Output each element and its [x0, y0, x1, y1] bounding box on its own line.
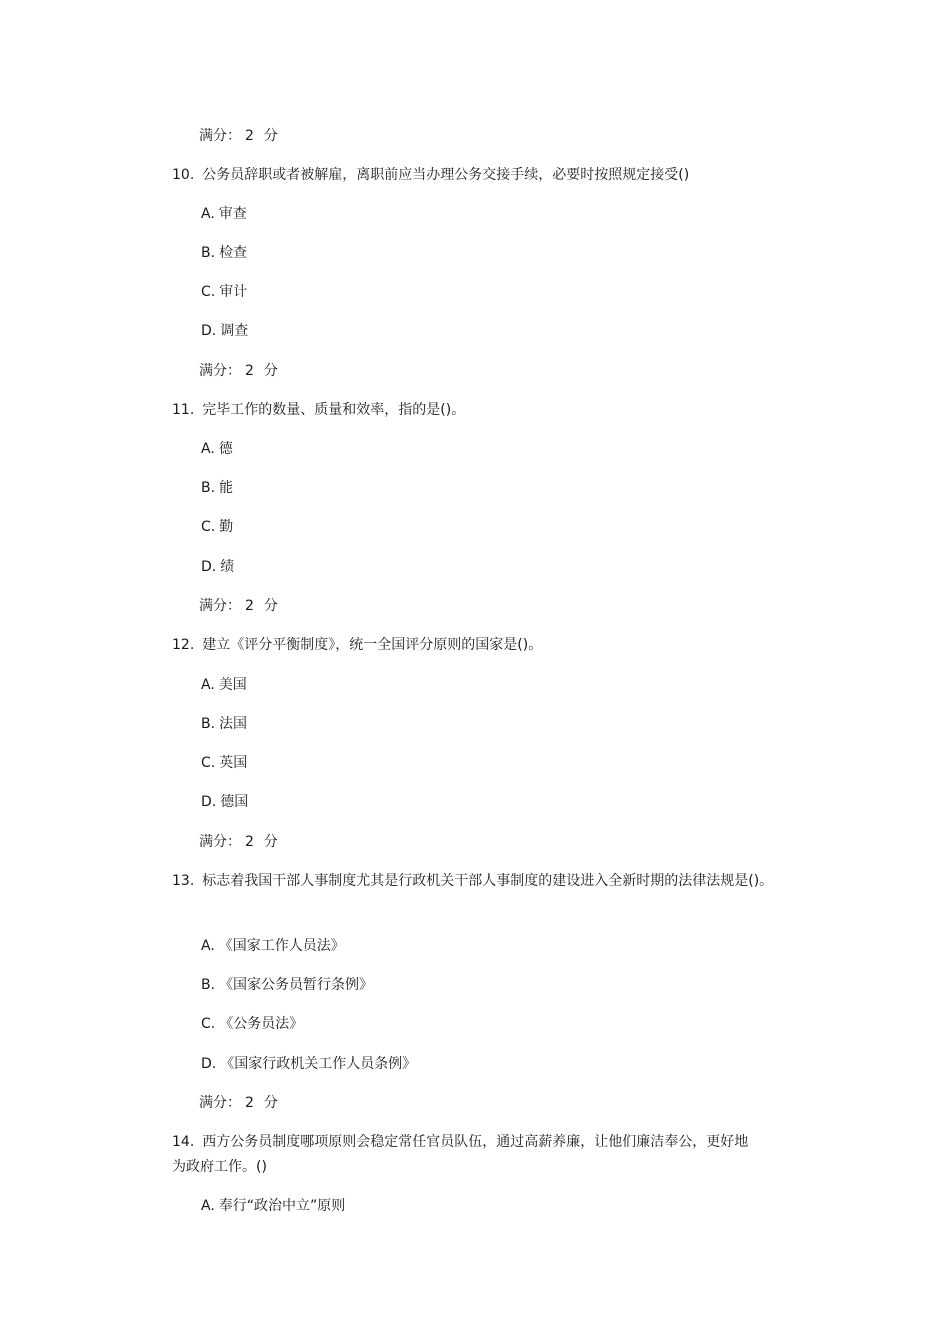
option-letter: A. — [201, 206, 215, 222]
option-letter: B. — [201, 480, 216, 496]
option-13-a — [201, 937, 345, 955]
option-text: 《公务员法》 — [219, 1016, 304, 1032]
option-14-a — [201, 1197, 345, 1215]
score-line — [199, 1094, 278, 1112]
option-letter: D. — [201, 559, 217, 575]
option-11-c — [201, 518, 233, 536]
score-label: 满分： — [199, 363, 241, 379]
question-number: 13. — [172, 873, 195, 889]
option-letter: D. — [201, 323, 217, 339]
score-label: 满分： — [199, 598, 241, 614]
score-line — [199, 833, 278, 851]
option-letter: A. — [201, 677, 215, 693]
option-text: 德国 — [220, 794, 249, 810]
option-text: 调查 — [220, 323, 249, 339]
option-letter: C. — [201, 1016, 216, 1032]
question-12 — [172, 636, 542, 654]
option-text: 《国家行政机关工作人员条例》 — [220, 1056, 417, 1072]
question-number: 14. — [172, 1134, 195, 1150]
option-letter: B. — [201, 977, 216, 993]
score-value: 2 — [245, 1095, 254, 1111]
option-letter: C. — [201, 519, 216, 535]
option-10-b — [201, 244, 247, 262]
option-letter: A. — [201, 1198, 215, 1214]
option-letter: B. — [201, 245, 216, 261]
question-text: 公务员辞职或者被解雇，离职前应当办理公务交接手续，必要时按照规定接受() — [202, 167, 690, 183]
option-12-d — [201, 793, 248, 811]
score-value: 2 — [245, 363, 254, 379]
score-unit: 分 — [263, 834, 278, 850]
score-line — [199, 362, 278, 380]
question-14 — [172, 1133, 748, 1151]
option-text: 法国 — [219, 716, 248, 732]
question-10 — [172, 166, 689, 184]
option-letter: A. — [201, 441, 215, 457]
question-text: 西方公务员制度哪项原则会稳定常任官员队伍，通过高薪养廉，让他们廉洁奉公，更好地 — [202, 1134, 749, 1150]
option-letter: D. — [201, 794, 217, 810]
score-unit: 分 — [263, 128, 278, 144]
option-text: 审计 — [219, 284, 248, 300]
question-text: 建立《评分平衡制度》，统一全国评分原则的国家是()。 — [202, 637, 543, 653]
score-line — [199, 127, 278, 145]
option-text: 勤 — [219, 519, 234, 535]
option-text: 德 — [218, 441, 233, 457]
option-letter: A. — [201, 938, 215, 954]
option-text: 《国家工作人员法》 — [218, 938, 345, 954]
score-value: 2 — [245, 598, 254, 614]
option-10-c — [201, 283, 247, 301]
question-14-continuation — [172, 1158, 267, 1176]
option-13-d — [201, 1055, 416, 1073]
score-unit: 分 — [263, 1095, 278, 1111]
score-label: 满分： — [199, 834, 241, 850]
option-text: 《国家公务员暂行条例》 — [219, 977, 374, 993]
option-10-a — [201, 205, 247, 223]
question-number: 12. — [172, 637, 195, 653]
score-value: 2 — [245, 128, 254, 144]
option-13-c — [201, 1015, 303, 1033]
score-value: 2 — [245, 834, 254, 850]
option-letter: C. — [201, 755, 216, 771]
option-text: 绩 — [220, 559, 235, 575]
option-13-b — [201, 976, 373, 994]
question-number: 10. — [172, 167, 195, 183]
option-11-a — [201, 440, 233, 458]
score-label: 满分： — [199, 128, 241, 144]
question-11 — [172, 401, 465, 419]
option-text: 能 — [219, 480, 234, 496]
option-12-a — [201, 676, 247, 694]
option-11-b — [201, 479, 233, 497]
option-text: 美国 — [218, 677, 247, 693]
option-text: 英国 — [219, 755, 248, 771]
option-letter: C. — [201, 284, 216, 300]
question-number: 11. — [172, 402, 195, 418]
option-12-b — [201, 715, 247, 733]
option-letter: B. — [201, 716, 216, 732]
option-10-d — [201, 322, 248, 340]
option-12-c — [201, 754, 247, 772]
option-text: 奉行“政治中立”原则 — [218, 1198, 346, 1214]
option-11-d — [201, 558, 234, 576]
score-label: 满分： — [199, 1095, 241, 1111]
score-line — [199, 597, 278, 615]
question-13 — [172, 872, 773, 890]
question-text: 标志着我国干部人事制度尤其是行政机关干部人事制度的建设进入全新时期的法律法规是()。 — [202, 873, 774, 889]
score-unit: 分 — [263, 363, 278, 379]
score-unit: 分 — [263, 598, 278, 614]
option-text: 检查 — [219, 245, 248, 261]
option-text: 审查 — [218, 206, 247, 222]
question-text: 完毕工作的数量、质量和效率，指的是()。 — [202, 402, 466, 418]
option-letter: D. — [201, 1056, 217, 1072]
question-text-line2: 为政府工作。() — [172, 1159, 267, 1175]
